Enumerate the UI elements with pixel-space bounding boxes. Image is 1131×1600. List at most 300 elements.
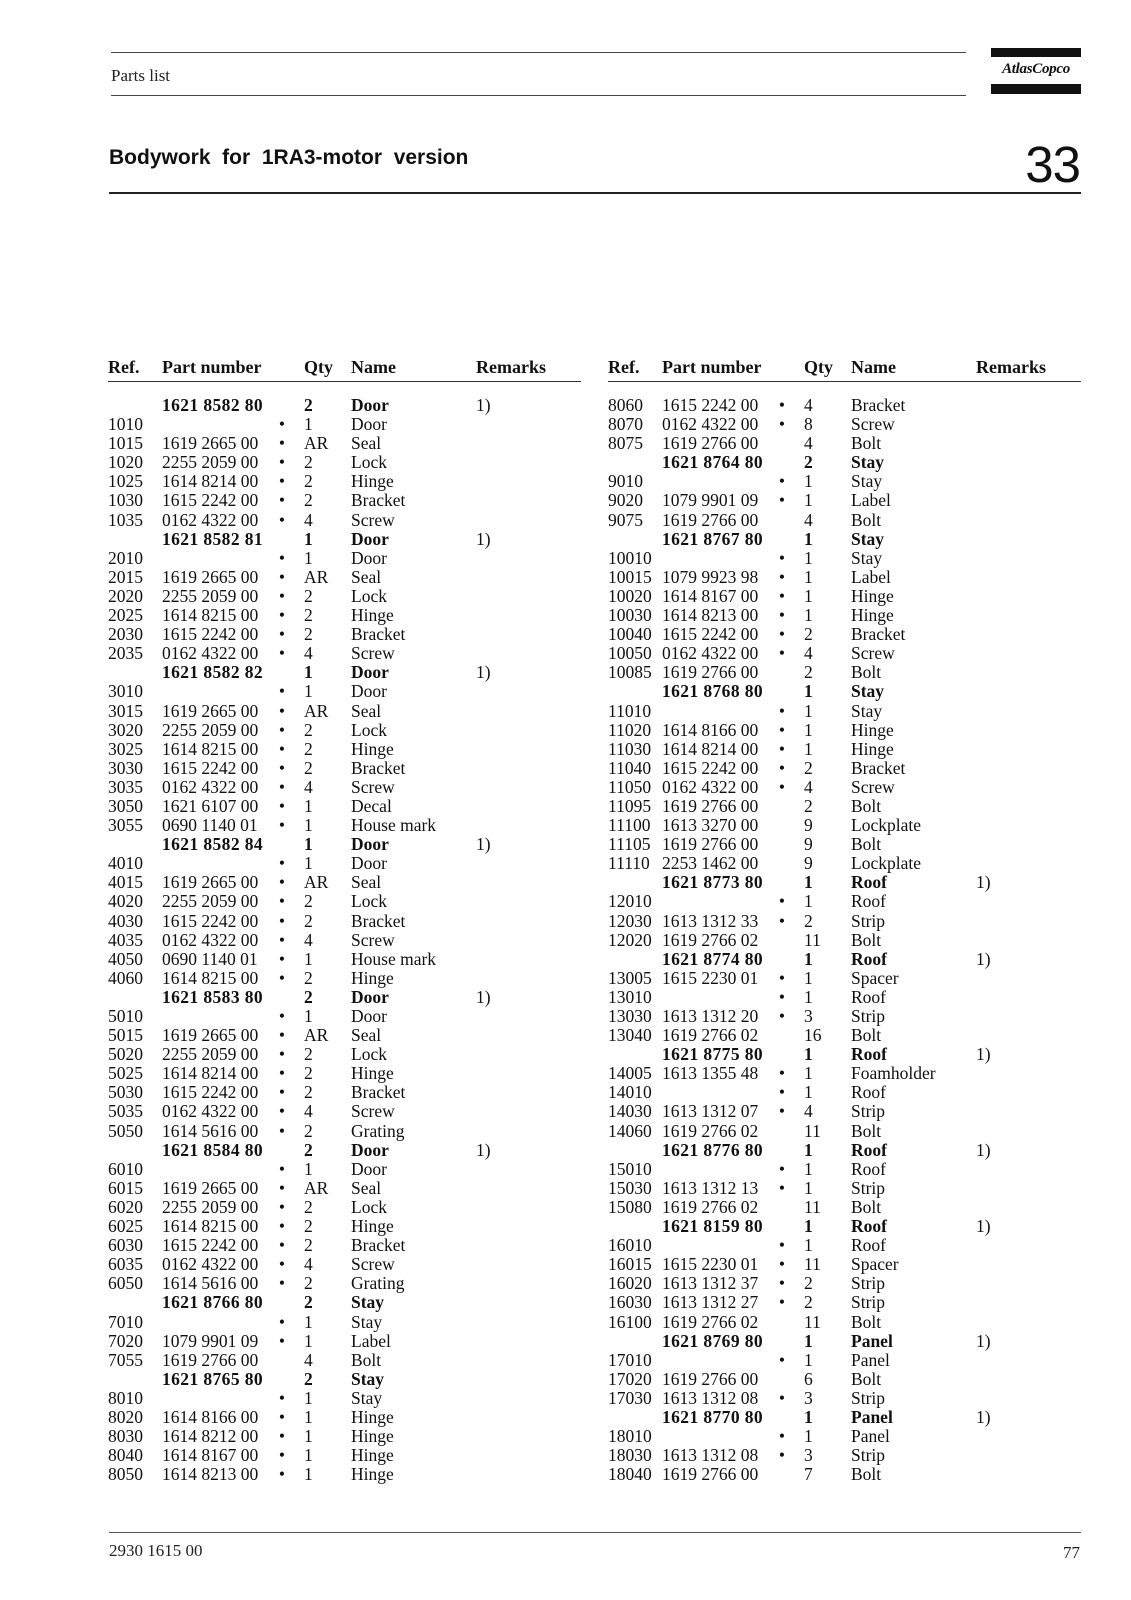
part-number-cell: 1615 2242 00 bbox=[162, 1082, 259, 1103]
name-cell: Hinge bbox=[351, 1406, 394, 1427]
qty-cell: 2 bbox=[304, 624, 313, 645]
table-row bbox=[608, 549, 1081, 568]
name-cell: Hinge bbox=[351, 1426, 394, 1447]
qty-cell: 2 bbox=[304, 1082, 313, 1103]
part-number-cell: 1614 5616 00 bbox=[162, 1120, 259, 1141]
name-cell: Label bbox=[851, 490, 891, 511]
ref-cell: 18030 bbox=[608, 1445, 652, 1466]
table-row bbox=[608, 854, 1081, 873]
part-number-cell: 1621 8583 80 bbox=[162, 986, 264, 1007]
table-row bbox=[608, 988, 1081, 1007]
qty-cell: 1 bbox=[804, 1235, 813, 1256]
qty-cell: 4 bbox=[304, 509, 313, 530]
part-number-cell: 1621 8159 80 bbox=[662, 1216, 764, 1237]
ref-cell: 4035 bbox=[108, 929, 143, 950]
assembly-row bbox=[108, 1370, 581, 1389]
bullet-cell: • bbox=[278, 948, 286, 969]
name-cell: Roof bbox=[851, 1044, 887, 1065]
table-row bbox=[608, 1083, 1081, 1102]
part-number-cell: 1614 8215 00 bbox=[162, 605, 259, 626]
table-row bbox=[608, 759, 1081, 778]
table-row bbox=[608, 816, 1081, 835]
name-cell: Door bbox=[351, 834, 389, 855]
bullet-cell: • bbox=[778, 1101, 786, 1122]
name-cell: Door bbox=[351, 1006, 387, 1026]
qty-cell: AR bbox=[304, 872, 329, 893]
qty-cell: 1 bbox=[804, 585, 813, 606]
table-row bbox=[108, 1332, 581, 1351]
ref-cell: 4015 bbox=[108, 872, 143, 893]
part-number-cell: 0690 1140 01 bbox=[162, 815, 258, 836]
name-cell: Hinge bbox=[351, 1216, 394, 1237]
table-row bbox=[608, 415, 1081, 434]
qty-cell: 1 bbox=[304, 662, 313, 683]
bullet-cell: • bbox=[778, 986, 786, 1007]
name-cell: Stay bbox=[351, 1387, 383, 1408]
header-rule bbox=[108, 381, 581, 382]
qty-cell: 1 bbox=[304, 1311, 313, 1332]
qty-cell: 11 bbox=[804, 1196, 821, 1217]
qty-cell: 2 bbox=[804, 795, 813, 816]
table-row bbox=[108, 873, 581, 892]
chapter-number: 33 bbox=[1025, 136, 1080, 193]
table-row bbox=[608, 644, 1081, 663]
qty-cell: 1 bbox=[804, 566, 813, 587]
bullet-cell: • bbox=[278, 872, 286, 893]
part-number-cell: 1619 2665 00 bbox=[162, 872, 259, 893]
remarks-cell: 1) bbox=[976, 1330, 991, 1351]
qty-cell: 2 bbox=[304, 395, 313, 415]
ref-cell: 10020 bbox=[608, 585, 652, 606]
name-cell: Screw bbox=[351, 1101, 395, 1122]
table-row bbox=[608, 1255, 1081, 1274]
parts-table-right bbox=[608, 357, 1081, 1484]
ref-cell: 3050 bbox=[108, 795, 143, 816]
assembly-row bbox=[108, 396, 581, 415]
section-label: Parts list bbox=[111, 66, 171, 85]
assembly-row bbox=[608, 950, 1081, 969]
bullet-cell: • bbox=[778, 624, 786, 645]
part-number-cell: 1621 8766 80 bbox=[162, 1292, 264, 1313]
table-row bbox=[608, 625, 1081, 644]
name-cell: Hinge bbox=[351, 605, 394, 626]
assembly-row bbox=[608, 1217, 1081, 1236]
qty-cell: 1 bbox=[804, 471, 813, 492]
ref-cell: 12010 bbox=[608, 891, 652, 912]
table-row bbox=[108, 1007, 581, 1026]
ref-cell: 1010 bbox=[108, 414, 143, 435]
bullet-cell: • bbox=[278, 643, 286, 664]
ref-cell: 8040 bbox=[108, 1445, 143, 1466]
name-cell: Label bbox=[351, 1330, 391, 1351]
part-number-cell: 1614 8214 00 bbox=[662, 738, 759, 759]
part-number-cell: 1619 2665 00 bbox=[162, 1177, 259, 1198]
qty-cell: 2 bbox=[804, 1292, 813, 1313]
table-row bbox=[108, 415, 581, 434]
qty-cell: 1 bbox=[304, 853, 313, 874]
bullet-cell: • bbox=[778, 719, 786, 740]
bullet-cell: • bbox=[778, 738, 786, 759]
part-number-cell: 0162 4322 00 bbox=[662, 414, 759, 435]
name-cell: Strip bbox=[851, 1387, 886, 1408]
name-cell: Screw bbox=[351, 929, 395, 950]
part-number-cell: 1621 8773 80 bbox=[662, 872, 764, 893]
assembly-row bbox=[608, 682, 1081, 701]
ref-cell: 6020 bbox=[108, 1196, 143, 1217]
part-number-cell: 1614 8167 00 bbox=[162, 1445, 259, 1466]
part-number-cell: 0162 4322 00 bbox=[162, 776, 259, 797]
ref-cell: 10010 bbox=[608, 547, 652, 568]
ref-cell: 11010 bbox=[608, 700, 652, 721]
bullet-cell: • bbox=[778, 891, 786, 912]
qty-cell: 4 bbox=[804, 395, 813, 415]
table-row bbox=[108, 1465, 581, 1484]
bullet-cell: • bbox=[278, 1216, 286, 1237]
name-cell: Door bbox=[351, 547, 387, 568]
name-cell: Roof bbox=[851, 1235, 886, 1256]
bullet-cell: • bbox=[778, 1426, 786, 1447]
table-row bbox=[108, 1408, 581, 1427]
ref-cell: 3055 bbox=[108, 815, 143, 836]
qty-cell: 1 bbox=[804, 967, 813, 988]
ref-cell: 16100 bbox=[608, 1311, 652, 1332]
table-header bbox=[608, 357, 1081, 379]
name-cell: Grating bbox=[351, 1120, 405, 1141]
name-cell: Strip bbox=[851, 1273, 886, 1294]
part-number-cell: 1614 5616 00 bbox=[162, 1273, 259, 1294]
bullet-cell: • bbox=[278, 452, 286, 473]
name-cell: Screw bbox=[351, 1254, 395, 1275]
ref-cell: 4020 bbox=[108, 891, 143, 912]
ref-cell: 1035 bbox=[108, 509, 143, 530]
qty-cell: 16 bbox=[804, 1025, 822, 1046]
name-cell: Door bbox=[351, 986, 389, 1007]
part-number-cell: 1079 9901 09 bbox=[662, 490, 759, 511]
table-row bbox=[108, 1198, 581, 1217]
table-row bbox=[108, 1179, 581, 1198]
table-row bbox=[108, 759, 581, 778]
bullet-cell: • bbox=[278, 700, 286, 721]
qty-cell: 1 bbox=[304, 1406, 313, 1427]
qty-cell: 2 bbox=[304, 585, 313, 606]
qty-cell: 1 bbox=[804, 700, 813, 721]
qty-cell: 1 bbox=[304, 1330, 313, 1351]
assembly-row bbox=[608, 1332, 1081, 1351]
qty-cell: 2 bbox=[304, 967, 313, 988]
ref-cell: 8070 bbox=[608, 414, 643, 435]
qty-cell: 2 bbox=[304, 719, 313, 740]
bullet-cell: • bbox=[778, 414, 786, 435]
header-remarks: Remarks bbox=[476, 357, 546, 377]
name-cell: Seal bbox=[351, 1177, 382, 1198]
qty-cell: 2 bbox=[304, 1044, 313, 1065]
ref-cell: 13010 bbox=[608, 986, 652, 1007]
qty-cell: 1 bbox=[804, 1177, 813, 1198]
name-cell: Hinge bbox=[851, 738, 894, 759]
ref-cell: 11050 bbox=[608, 776, 652, 797]
table-row bbox=[608, 1313, 1081, 1332]
qty-cell: 2 bbox=[304, 1368, 313, 1389]
name-cell: Door bbox=[351, 395, 389, 415]
ref-cell: 16020 bbox=[608, 1273, 652, 1294]
part-number-cell: 2255 2059 00 bbox=[162, 585, 259, 606]
bullet-cell: • bbox=[778, 1292, 786, 1313]
ref-cell: 5035 bbox=[108, 1101, 143, 1122]
bullet-cell: • bbox=[278, 1235, 286, 1256]
ref-cell: 8020 bbox=[108, 1406, 143, 1427]
table-row bbox=[108, 472, 581, 491]
part-number-cell: 0162 4322 00 bbox=[162, 929, 259, 950]
qty-cell: 2 bbox=[304, 1120, 313, 1141]
qty-cell: 1 bbox=[304, 815, 313, 836]
name-cell: Strip bbox=[851, 1292, 886, 1313]
qty-cell: AR bbox=[304, 433, 329, 454]
bullet-cell: • bbox=[278, 815, 286, 836]
qty-cell: 1 bbox=[804, 1158, 813, 1179]
part-number-cell: 1615 2242 00 bbox=[662, 395, 759, 415]
name-cell: Door bbox=[351, 414, 387, 435]
part-number-cell: 1621 8584 80 bbox=[162, 1139, 264, 1160]
ref-cell: 11020 bbox=[608, 719, 652, 740]
ref-cell: 7010 bbox=[108, 1311, 143, 1332]
qty-cell: 1 bbox=[804, 1139, 813, 1160]
part-number-cell: 1621 8776 80 bbox=[662, 1139, 764, 1160]
bullet-cell: • bbox=[778, 1177, 786, 1198]
name-cell: Seal bbox=[351, 872, 382, 893]
bullet-cell: • bbox=[278, 547, 286, 568]
ref-cell: 6035 bbox=[108, 1254, 143, 1275]
ref-cell: 8075 bbox=[608, 433, 643, 454]
part-number-cell: 2255 2059 00 bbox=[162, 1196, 259, 1217]
name-cell: Hinge bbox=[851, 585, 894, 606]
name-cell: Seal bbox=[351, 1025, 382, 1046]
bullet-cell: • bbox=[278, 1254, 286, 1275]
bullet-cell: • bbox=[778, 700, 786, 721]
qty-cell: 1 bbox=[304, 528, 313, 549]
qty-cell: 4 bbox=[804, 433, 813, 454]
name-cell: Stay bbox=[851, 547, 883, 568]
bullet-cell: • bbox=[278, 757, 286, 778]
ref-cell: 6010 bbox=[108, 1158, 143, 1179]
remarks-cell: 1) bbox=[476, 986, 491, 1007]
table-row bbox=[108, 1313, 581, 1332]
table-row bbox=[108, 1064, 581, 1083]
table-row bbox=[108, 1274, 581, 1293]
qty-cell: 2 bbox=[804, 1273, 813, 1294]
ref-cell: 18010 bbox=[608, 1426, 652, 1447]
name-cell: Decal bbox=[351, 795, 392, 816]
table-row bbox=[608, 778, 1081, 797]
table-row bbox=[608, 1198, 1081, 1217]
bullet-cell: • bbox=[278, 509, 286, 530]
header-ref: Ref. bbox=[108, 357, 140, 377]
qty-cell: 1 bbox=[804, 986, 813, 1007]
name-cell: Roof bbox=[851, 891, 886, 912]
bullet-cell: • bbox=[278, 1082, 286, 1103]
name-cell: Lock bbox=[351, 1196, 387, 1217]
table-row bbox=[608, 1274, 1081, 1293]
table-row bbox=[108, 511, 581, 530]
name-cell: Bolt bbox=[851, 929, 882, 950]
qty-cell: 2 bbox=[304, 471, 313, 492]
part-number-cell: 1621 8767 80 bbox=[662, 528, 764, 549]
part-number-cell: 1614 8166 00 bbox=[162, 1406, 259, 1427]
table-row bbox=[108, 892, 581, 911]
qty-cell: 7 bbox=[804, 1464, 813, 1485]
ref-cell: 4010 bbox=[108, 853, 143, 874]
table-row bbox=[108, 453, 581, 472]
part-number-cell: 0162 4322 00 bbox=[162, 643, 259, 664]
part-number-cell: 1619 2766 02 bbox=[662, 1196, 759, 1217]
name-cell: Grating bbox=[351, 1273, 405, 1294]
header-name: Name bbox=[851, 357, 896, 377]
part-number-cell: 0690 1140 01 bbox=[162, 948, 258, 969]
name-cell: Bolt bbox=[851, 795, 882, 816]
name-cell: Strip bbox=[851, 1101, 886, 1122]
qty-cell: 2 bbox=[804, 662, 813, 683]
table-row bbox=[608, 587, 1081, 606]
part-number-cell: 1619 2766 00 bbox=[662, 509, 759, 530]
part-number-cell: 1619 2766 00 bbox=[662, 1368, 759, 1389]
ref-cell: 6015 bbox=[108, 1177, 143, 1198]
bullet-cell: • bbox=[778, 643, 786, 664]
name-cell: Stay bbox=[351, 1368, 385, 1389]
doc-number: 2930 1615 00 bbox=[109, 1541, 203, 1560]
bullet-cell: • bbox=[778, 471, 786, 492]
part-number-cell: 1621 8775 80 bbox=[662, 1044, 764, 1065]
bullet-cell: • bbox=[778, 1387, 786, 1408]
ref-cell: 3035 bbox=[108, 776, 143, 797]
header-part-number: Part number bbox=[662, 357, 762, 377]
part-number-cell: 1615 2242 00 bbox=[162, 757, 259, 778]
table-row bbox=[608, 1351, 1081, 1370]
part-number-cell: 2255 2059 00 bbox=[162, 719, 259, 740]
table-row bbox=[108, 854, 581, 873]
part-number-cell: 1613 1312 20 bbox=[662, 1006, 759, 1026]
table-row bbox=[108, 931, 581, 950]
rows-left bbox=[108, 396, 581, 1484]
name-cell: Door bbox=[351, 1139, 389, 1160]
part-number-cell: 1079 9901 09 bbox=[162, 1330, 259, 1351]
remarks-cell: 1) bbox=[976, 1139, 991, 1160]
part-number-cell: 1615 2230 01 bbox=[662, 967, 759, 988]
qty-cell: 4 bbox=[804, 509, 813, 530]
name-cell: Panel bbox=[851, 1330, 893, 1351]
qty-cell: 1 bbox=[304, 414, 313, 435]
qty-cell: 1 bbox=[804, 1082, 813, 1103]
name-cell: Strip bbox=[851, 1445, 886, 1466]
ref-cell: 3010 bbox=[108, 681, 143, 702]
qty-cell: AR bbox=[304, 566, 329, 587]
bullet-cell: • bbox=[778, 395, 786, 415]
name-cell: Hinge bbox=[351, 967, 394, 988]
qty-cell: 1 bbox=[304, 795, 313, 816]
name-cell: Stay bbox=[851, 681, 885, 702]
name-cell: Bracket bbox=[351, 910, 406, 931]
part-number-cell: 1614 8214 00 bbox=[162, 1063, 259, 1084]
qty-cell: 1 bbox=[304, 1158, 313, 1179]
ref-cell: 5020 bbox=[108, 1044, 143, 1065]
table-row bbox=[108, 1102, 581, 1121]
table-row bbox=[608, 1446, 1081, 1465]
assembly-row bbox=[608, 1045, 1081, 1064]
table-row bbox=[108, 1427, 581, 1446]
ref-cell: 8030 bbox=[108, 1426, 143, 1447]
bullet-cell: • bbox=[278, 1196, 286, 1217]
part-number-cell: 1621 8582 84 bbox=[162, 834, 264, 855]
ref-cell: 1030 bbox=[108, 490, 143, 511]
part-number-cell: 1619 2766 00 bbox=[162, 1349, 259, 1370]
ref-cell: 1025 bbox=[108, 471, 143, 492]
qty-cell: 9 bbox=[804, 834, 813, 855]
ref-cell: 6030 bbox=[108, 1235, 143, 1256]
ref-cell: 16010 bbox=[608, 1235, 652, 1256]
remarks-cell: 1) bbox=[476, 662, 491, 683]
qty-cell: 2 bbox=[304, 1273, 313, 1294]
ref-cell: 4060 bbox=[108, 967, 143, 988]
header-remarks: Remarks bbox=[976, 357, 1046, 377]
part-number-cell: 1619 2766 02 bbox=[662, 1311, 759, 1332]
part-number-cell: 1614 8212 00 bbox=[162, 1426, 259, 1447]
qty-cell: 2 bbox=[304, 452, 313, 473]
bullet-cell: • bbox=[278, 414, 286, 435]
name-cell: Bracket bbox=[351, 757, 406, 778]
part-number-cell: 1619 2665 00 bbox=[162, 566, 259, 587]
qty-cell: 2 bbox=[304, 738, 313, 759]
table-row bbox=[108, 969, 581, 988]
name-cell: Screw bbox=[351, 776, 395, 797]
table-row bbox=[608, 835, 1081, 854]
table-row bbox=[108, 491, 581, 510]
ref-cell: 9075 bbox=[608, 509, 643, 530]
ref-cell: 5050 bbox=[108, 1120, 143, 1141]
part-number-cell: 1614 8213 00 bbox=[162, 1464, 259, 1485]
assembly-row bbox=[608, 873, 1081, 892]
name-cell: Hinge bbox=[351, 1464, 394, 1485]
assembly-row bbox=[108, 530, 581, 549]
name-cell: Bolt bbox=[351, 1349, 382, 1370]
qty-cell: 1 bbox=[804, 547, 813, 568]
ref-cell: 1020 bbox=[108, 452, 143, 473]
name-cell: Door bbox=[351, 528, 389, 549]
bullet-cell: • bbox=[278, 1006, 286, 1026]
ref-cell: 3030 bbox=[108, 757, 143, 778]
qty-cell: 2 bbox=[804, 624, 813, 645]
name-cell: Stay bbox=[851, 452, 885, 473]
page-number: 77 bbox=[1063, 1543, 1080, 1562]
qty-cell: 1 bbox=[804, 719, 813, 740]
ref-cell: 14005 bbox=[608, 1063, 652, 1084]
name-cell: Roof bbox=[851, 1139, 887, 1160]
table-row bbox=[108, 644, 581, 663]
qty-cell: 4 bbox=[804, 643, 813, 664]
qty-cell: 1 bbox=[804, 948, 813, 969]
qty-cell: 11 bbox=[804, 1254, 821, 1275]
header-rule bbox=[608, 381, 1081, 382]
name-cell: Screw bbox=[351, 643, 395, 664]
bullet-cell: • bbox=[278, 1445, 286, 1466]
bullet-cell: • bbox=[278, 1387, 286, 1408]
part-number-cell: 1621 6107 00 bbox=[162, 795, 259, 816]
part-number-cell: 0162 4322 00 bbox=[662, 776, 759, 797]
qty-cell: 3 bbox=[804, 1006, 813, 1026]
assembly-row bbox=[108, 835, 581, 854]
ref-cell: 8010 bbox=[108, 1387, 143, 1408]
header-part-number: Part number bbox=[162, 357, 262, 377]
table-row bbox=[108, 950, 581, 969]
qty-cell: 3 bbox=[804, 1387, 813, 1408]
remarks-cell: 1) bbox=[476, 1139, 491, 1160]
